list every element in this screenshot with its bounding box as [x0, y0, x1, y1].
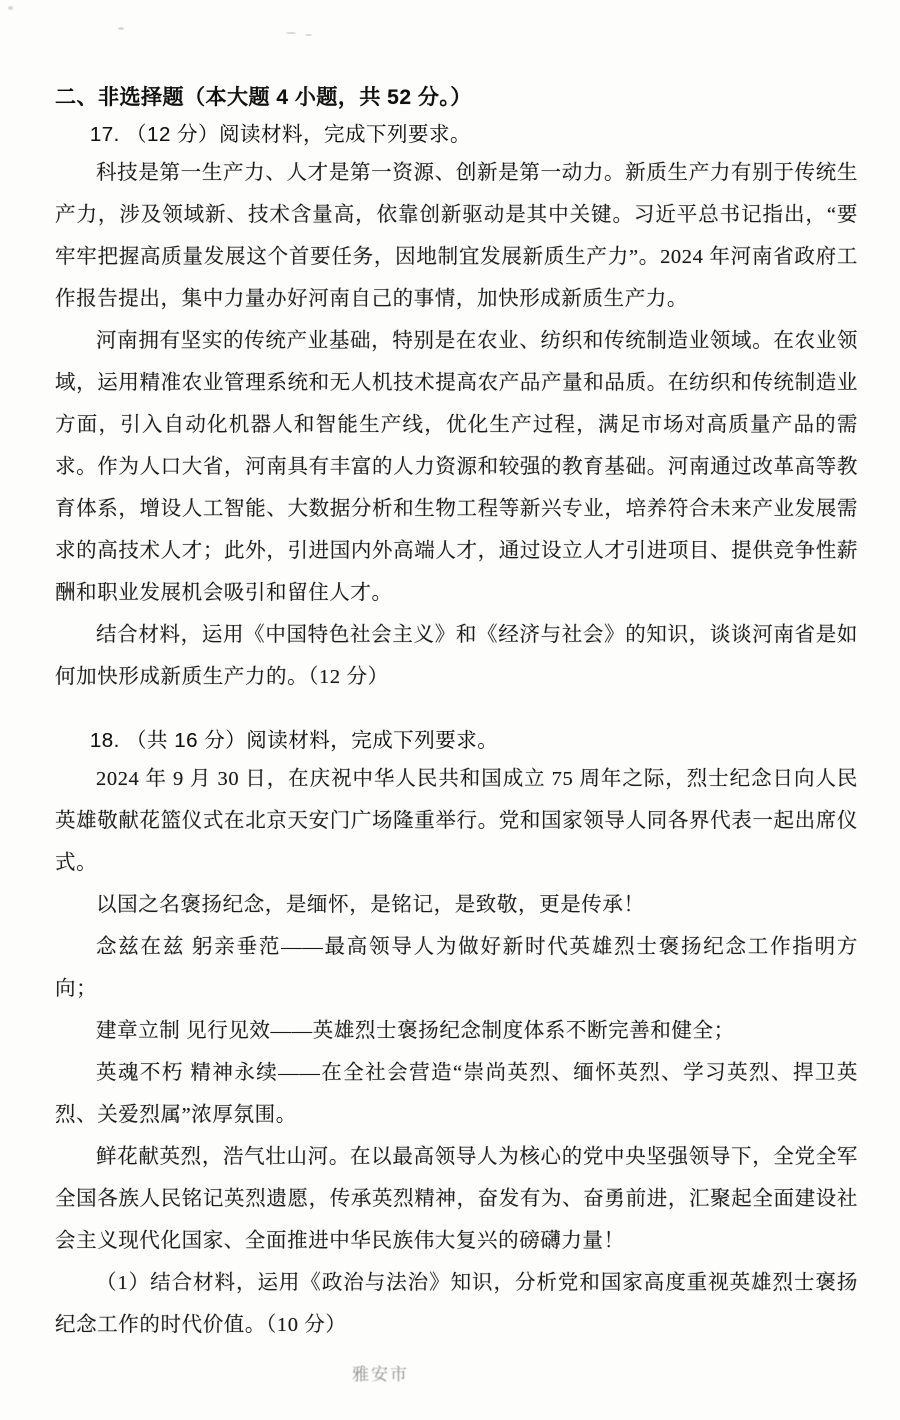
scan-artifact: [118, 27, 124, 30]
question-18: [55, 724, 858, 1346]
question-17: [55, 118, 858, 698]
question-18-material-slogan-2: 建章立制 见行见效——英雄烈士褒扬纪念制度体系不断完善和健全；: [96, 1020, 735, 1042]
question-18-material-slogan-3: 英魂不朽 精神永续——在全社会营造“崇尚英烈、缅怀英烈、学习英烈、捍卫英烈、关爱烈属”浓厚氛围。: [55, 1062, 858, 1126]
section-heading: 二、非选择题（本大题 4 小题，共 52 分。）: [55, 86, 472, 109]
question-18-material-slogan-1: 念兹在兹 躬亲垂范——最高领导人为做好新时代英雄烈士褒扬纪念工作指明方向；: [55, 936, 858, 1000]
question-17-title: 17. （12 分）阅读材料，完成下列要求。: [89, 123, 472, 146]
question-18-title: 18. （共 16 分）阅读材料，完成下列要求。: [89, 729, 499, 752]
scan-artifact: [286, 32, 296, 34]
question-17-material-paragraph-1: 科技是第一生产力、人才是第一资源、创新是第一动力。新质生产力有别于传统生产力，涉及领域新、技术含量高，依靠创新驱动是其中关键。习近平总书记指出，“要牢牢把握高质量发展这个首要任务，因地制宜发展新质生产力”。2024 年河南省政府工作报告提出，集中力量办好河南自己的事情，加快形成新质生产力。: [55, 162, 858, 310]
question-17-task: 结合材料，运用《中国特色社会主义》和《经济与社会》的知识，谈谈河南省是如何加快形成新质生产力的。（12 分）: [55, 624, 858, 688]
scan-artifact: [305, 34, 312, 36]
scan-artifact: [8, 6, 13, 10]
question-18-material-paragraph-1: 2024 年 9 月 30 日，在庆祝中华人民共和国成立 75 周年之际，烈士纪念日向人民英雄敬献花篮仪式在北京天安门广场隆重举行。党和国家领导人同各界代表一起出席仪式。: [55, 768, 858, 874]
question-18-subquestion-1: （1）结合材料，运用《政治与法治》知识，分析党和国家高度重视英雄烈士褒扬纪念工作的时代价值。（10 分）: [55, 1272, 858, 1336]
question-17-material-paragraph-2: 河南拥有坚实的传统产业基础，特别是在农业、纺织和传统制造业领域。在农业领域，运用精准农业管理系统和无人机技术提高农产品产量和品质。在纺织和传统制造业方面，引入自动化机器人和智能生产线，优化生产过程，满足市场对高质量产品的需求。作为人口大省，河南具有丰富的人力资源和较强的教育基础。河南通过改革高等教育体系，增设人工智能、大数据分析和生物工程等新兴专业，培养符合未来产业发展需求的高技术人才；此外，引进国内外高端人才，通过设立人才引进项目、提供竞争性薪酬和职业发展机会吸引和留住人才。: [55, 330, 858, 604]
page-footer-watermark: 雅安市: [352, 1365, 409, 1384]
question-18-material-paragraph-3: 鲜花献英烈，浩气壮山河。在以最高领导人为核心的党中央坚强领导下，全党全军全国各族人民铭记英烈遗愿，传承英烈精神，奋发有为、奋勇前进，汇聚起全面建设社会主义现代化国家、全面推进中华民族伟大复兴的磅礴力量！: [55, 1146, 858, 1252]
question-18-material-paragraph-2: 以国之名褒扬纪念，是缅怀，是铭记，是致敬，更是传承！: [96, 894, 645, 916]
